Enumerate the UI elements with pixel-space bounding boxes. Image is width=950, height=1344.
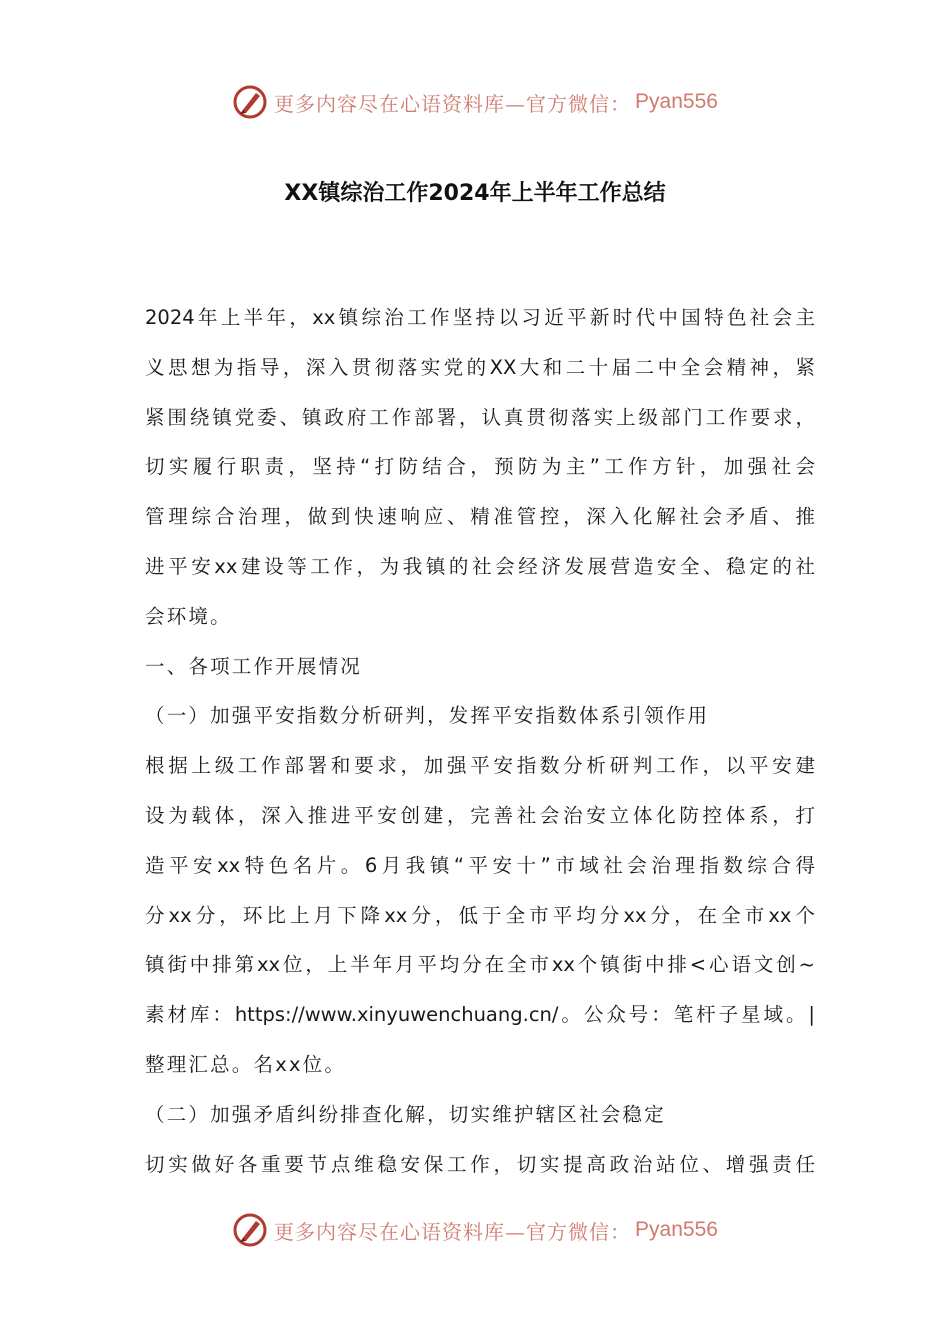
document-body <box>145 293 815 1189</box>
paragraph-line: 根据上级工作部署和要求，加强平安指数分析研判工作，以平安建 <box>145 754 815 778</box>
paragraph-line: 素材库：https://www.xinyuwenchuang.cn/。公众号：笔杆子星域。| <box>145 1003 815 1027</box>
pen-logo-icon <box>232 84 268 120</box>
document-title: XX镇综治工作2024年上半年工作总结 <box>284 181 666 206</box>
paragraph-line: 分xx分，环比上月下降xx分，低于全市平均分xx分，在全市xx个 <box>145 903 815 927</box>
paragraph-line: 紧围绕镇党委、镇政府工作部署，认真贯彻落实上级部门工作要求， <box>145 405 815 429</box>
paragraph-line: 设为载体，深入推进平安创建，完善社会治安立体化防控体系，打 <box>145 803 815 827</box>
paragraph-line: 会环境。 <box>145 604 232 628</box>
watermark-banner-bottom <box>0 1208 950 1252</box>
watermark-text: 更多内容尽在心语资料库—官方微信： <box>274 1219 632 1244</box>
subsection-heading: （二）加强矛盾纠纷排查化解，切实维护辖区社会稳定 <box>145 1102 666 1126</box>
paragraph-line: 义思想为指导，深入贯彻落实党的XX大和二十届二中全会精神，紧 <box>145 355 815 379</box>
paragraph-line: 整理汇总。名xx位。 <box>145 1052 347 1076</box>
watermark-text: 更多内容尽在心语资料库—官方微信： <box>274 91 632 116</box>
paragraph-line: 进平安xx建设等工作，为我镇的社会经济发展营造安全、稳定的社 <box>145 554 815 578</box>
subsection-heading: （一）加强平安指数分析研判，发挥平安指数体系引领作用 <box>145 704 710 728</box>
paragraph-line: 切实做好各重要节点维稳安保工作，切实提高政治站位、增强责任 <box>145 1152 815 1176</box>
paragraph-line: 切实履行职责，坚持“打防结合，预防为主”工作方针，加强社会 <box>145 455 815 479</box>
paragraph-line: 造平安xx特色名片。6月我镇“平安十”市域社会治理指数综合得 <box>145 853 815 877</box>
watermark-banner-top <box>0 80 950 124</box>
section-heading: 一、各项工作开展情况 <box>145 654 363 678</box>
watermark-wechat-id: Pyan556 <box>635 1218 718 1241</box>
paragraph-line: 2024年上半年，xx镇综治工作坚持以习近平新时代中国特色社会主 <box>145 306 815 329</box>
paragraph-line: 管理综合治理，做到快速响应、精准管控，深入化解社会矛盾、推 <box>145 505 815 529</box>
pen-logo-icon <box>232 1212 268 1248</box>
paragraph-line: 镇街中排第xx位，上半年月平均分在全市xx个镇街中排<心语文创~ <box>145 953 815 977</box>
watermark-wechat-id: Pyan556 <box>635 90 718 113</box>
